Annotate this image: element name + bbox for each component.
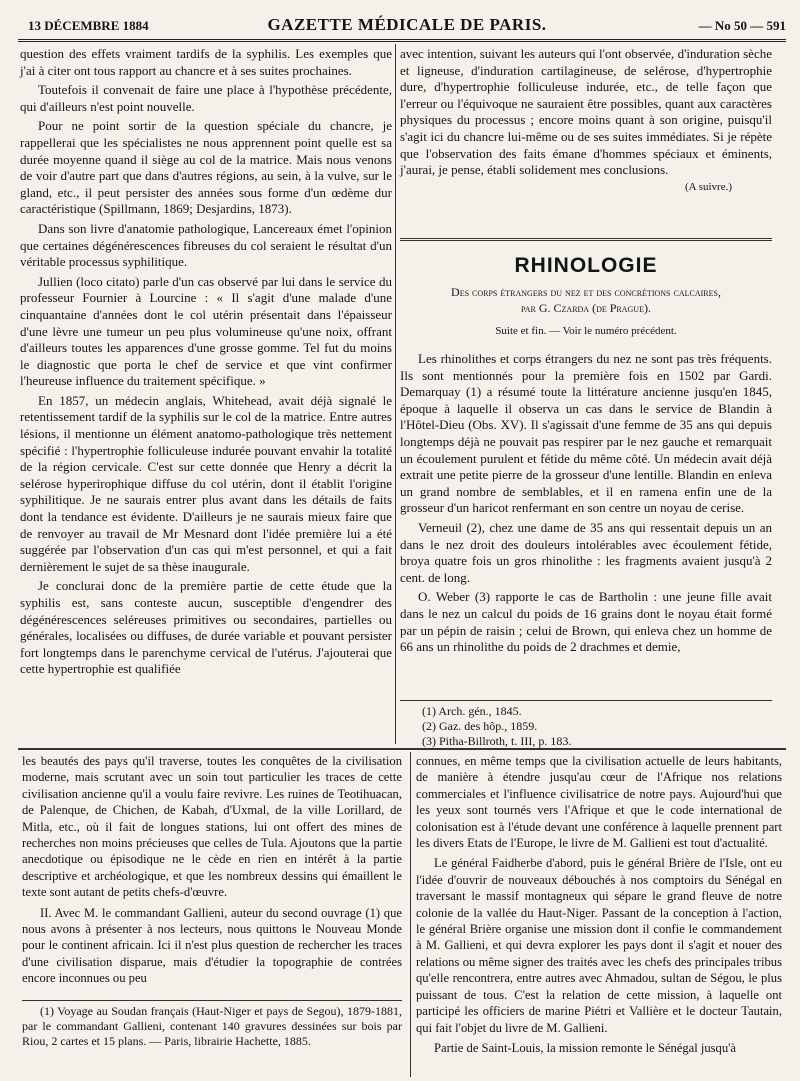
left-paragraph: Jullien (loco citato) parle d'un cas observé par lui dans le service du professeur Fournier à Lourcine : « Il s'agit d'une malade d'une cinquantaine d'années dont le col utérin présentait dans l'épaisseur d'une lèvre une tumeur un peu plus volumineuse qu'une noix, offrant d'ailleurs toutes les apparences d'une grosse gomme. Tel fut du moins le diagnostic que porta le chef de service et que vint confirmer l'heureuse influence du traitement spécifique. »	[20, 273, 392, 389]
right-column-top	[400, 46, 772, 195]
article-paragraph: Les rhinolithes et corps étrangers du nez ne sont pas très fréquents. Ils sont mentionnés pour la première fois en 1502 par Gardi. Demarquay (1) a résumé toute la littérature ancienne jusqu'en 1845, époque à laquelle il observa un cas dans le service de Blandin à l'Hôtel-Dieu (Obs. XV). Il s'agissait d'une femme de 35 ans qui depuis longtemps déjà ne pouvait pas respirer par le nez gauche et remarquait un écoulement purulent et fétide du même côté. Un médecin avait déjà extrait une petite pierre de la grosseur d'une lentille. Blandin en enleva un grand nombre de semblables, et il en ramena enfin une de la grosseur d'un haricot renfermant en son centre un noyau de cerise.	[400, 351, 772, 516]
left-paragraph: En 1857, un médecin anglais, Whitehead, avait déjà signalé le retentissement tardif de la syphilis sur le col de la matrice. Entre autres lésions, il mentionne un élément anatomo-pathologique très nettement spécifié : l'hypertrophie folliculeuse indurée pouvant envahir la totalité de la région cervicale. C'est sur cette donnée que Henry a décrit la selérose hyperirophique diffuse du col utérin, dont il établit l'origine syphilitique. Je ne saurais entrer plus avant dans les détails de faits dont la tendance est évidente. D'ailleurs je ne saurais mieux faire que de renvoyer au travail de Mr Mesnard dont l'idée première lui a été suggérée par l'observation d'un cas qui m'est personnel, et qui a fait dernièrement le sujet de sa thèse inaugurale.	[20, 392, 392, 574]
bottom-right-paragraph: Le général Faidherbe d'abord, puis le général Brière de l'Isle, ont eu l'idée d'ouvrir de nouveaux débouchés à nos comptoirs du Sénégal en traversant le massif montagneux qui sépare le grand fleuve de notre colonie de la vallée du Haut-Niger. Passant de la conception à l'action, le général Brière organise une mission dont il confie le commandement à M. Gallieni, et qui devra explorer les pays dont il s'agit et nouer des relations ou même signer des traités avec les chefs des principales tribus qu'elle rencontrera, entre autres avec Ahmadou, sultan de Ségou, le plus puissant de tous. C'est la relation de cette mission, à laquelle ont participé les officiers de marine Piétri et Vallière et le docteur Tautain, qui fait l'objet du livre de M. Gallieni.	[416, 856, 782, 1035]
bottom-left-footnote	[22, 1004, 402, 1049]
bottom-left-paragraph: II. Avec M. le commandant Gallieni, auteur du second ouvrage (1) que nous avons à présenter à nos lecteurs, nous quittons le Nouveau Monde pour le continent africain. Ici il n'est plus question de rechercher les traces d'une civilisation disparue, mais d'étudier la topographie de contrées encore inconnues ou peu	[22, 905, 402, 986]
article-subtitle-line: Des corps étrangers du nez et des concrétions calcaires,	[451, 285, 721, 299]
footnote: (3) Pitha-Billroth, t. III, p. 183.	[422, 734, 572, 748]
left-column	[20, 46, 392, 678]
article-title: RHINOLOGIE	[514, 254, 658, 277]
left-paragraph: Dans son livre d'anatomie pathologique, Lancereaux émet l'opinion que certaines dégénérescences fibreuses du col seraient le résultat d'un véritable processus syphilitique.	[20, 220, 392, 270]
footnote-rule	[400, 700, 772, 701]
right-paragraph: avec intention, suivant les auteurs qui l'ont observée, d'induration sèche et ligneuse, d'induration cartilagineuse, de selérose, d'hypertrophie dure, d'hypertrophie folliculeuse indurée, etc., de telle façon que l'erreur ou l'équivoque ne sauraient être possibles, quant aux caractères physiques du processus ; encore moins quant à son origine, puisqu'il s'agit ici du chancre lui-même ou de ses suites immédiates. Si je répète que l'observation des faits émane d'hommes spéciaux et éminents, j'aurai, je pense, établi solidement mes conclusions.	[400, 46, 772, 178]
left-paragraph: Je conclurai donc de la première partie de cette étude que la syphilis est, sans conteste aucun, susceptible d'engendrer des dégénérescences seléreuses primitives ou secondaires, partielles ou générales, localisées ou diffuses, de durée variable et pouvant persister fort longtemps dans le parenchyme cervical de l'utérus. J'ajouterai que cette hypertrophie est qualifiée	[20, 578, 392, 677]
footnote: (1) Arch. gén., 1845.	[422, 704, 522, 718]
header-date: 13 DÉCEMBRE 1884	[28, 18, 149, 33]
article-divider	[400, 238, 772, 241]
article-author: par G. Czarda (de Prague).	[521, 301, 651, 315]
page-header	[28, 12, 786, 38]
header-issue-page: — No 50 — 591	[698, 18, 786, 33]
article-footnotes	[422, 704, 772, 749]
article-paragraph: Verneuil (2), chez une dame de 35 ans qui ressentait depuis un an dans le nez droit des douleurs intolérables avec écoulement fétide, broya quatre fois un gros rhinolithe : les fragments avaient jusqu'à 2 cent. de long.	[400, 519, 772, 585]
bottom-left-paragraph: les beautés des pays qu'il traverse, toutes les conquêtes de la civilisation moderne, mais scrutant avec un soin tout particulier les traces de cette civilisation ancienne qu'il a voulu faire revivre. Les ruines de Teotihuacan, de Palenque, de Chichen, de Kabah, d'Uxmal, de la ville Lorillard, de Mitla, etc., où il fait de longues stations, lui ont offert des mines de recherches non moins précieuses que celles de Tula. Ajoutons que la partie anecdotique ou épisodique ne le cède en rien en intérêt à la partie descriptive et archéologique, et que les nombreux dessins qui émaillent le texte sont autant de petits chefs-d'œuvre.	[22, 754, 402, 900]
article-paragraph: O. Weber (3) rapporte le cas de Bartholin : une jeune fille avait dans le nez un calcul du poids de 16 grains dont le noyau était formé par un pépin de raisin ; celui de Brown, qui enleva chez un homme de 66 ans un rhinolithe du poids de 2 drachmes et demie,	[400, 589, 772, 655]
header-title: GAZETTE MÉDICALE DE PARIS.	[267, 15, 547, 34]
rhinologie-article	[400, 244, 772, 656]
left-paragraph: Pour ne point sortir de la question spéciale du chancre, je rappellerai que les spécialistes ne nous apprennent point quelle est sa durée moyenne quand il siège au col de la matrice. Mais nous venons de voir d'autre part que dans d'autres régions, au sein, à la vulve, sur le gland, etc., il peut persister des années sous forme d'un œdème dur caractéristique (Spillmann, 1869; Desjardins, 1873).	[20, 118, 392, 217]
bottom-right-column	[416, 753, 782, 1056]
column-divider-top	[395, 44, 396, 744]
article-suite-note: Suite et fin. — Voir le numéro précédent.	[495, 325, 677, 337]
bottom-right-paragraph: connues, en même temps que la civilisation actuelle de leurs habitants, de manière à étendre jusqu'au cœur de l'Afrique nos relations commerciales et l'influence civilisatrice de notre pays. Aujourd'hui que les yeux sont tournés vers l'Afrique et que le code international de colonisation est à l'étude devant une conférence à laquelle prennent part les divers Etats de l'Europe, le livre de M. Gallieni est tout d'actualité.	[416, 754, 782, 851]
column-divider-bottom	[410, 752, 411, 1077]
left-paragraph: Toutefois il convenait de faire une place à l'hypothèse précédente, qui d'ailleurs n'est point nouvelle.	[20, 82, 392, 114]
article-subtitle	[400, 284, 772, 316]
bottom-left-column	[22, 753, 402, 987]
bottom-right-paragraph: Partie de Saint-Louis, la mission remonte le Sénégal jusqu'à	[434, 1040, 737, 1055]
bottom-footnote-rule	[22, 1000, 402, 1001]
footnote: (1) Voyage au Soudan français (Haut-Niger et pays de Segou), 1879-1881, par le commandant Gallieni, contenant 140 gravures dessinées sur bois par Riou, 2 cartes et 15 plans. — Paris, librairie Hachette, 1885.	[22, 1004, 402, 1048]
footnote: (2) Gaz. des hôp., 1859.	[422, 719, 538, 733]
left-paragraph: question des effets vraiment tardifs de la syphilis. Les exemples que j'ai à citer ont tous rapport au chancre et à ses suites prochaines.	[20, 46, 392, 78]
a-suivre: (A suivre.)	[684, 180, 732, 193]
header-rule	[18, 39, 786, 42]
